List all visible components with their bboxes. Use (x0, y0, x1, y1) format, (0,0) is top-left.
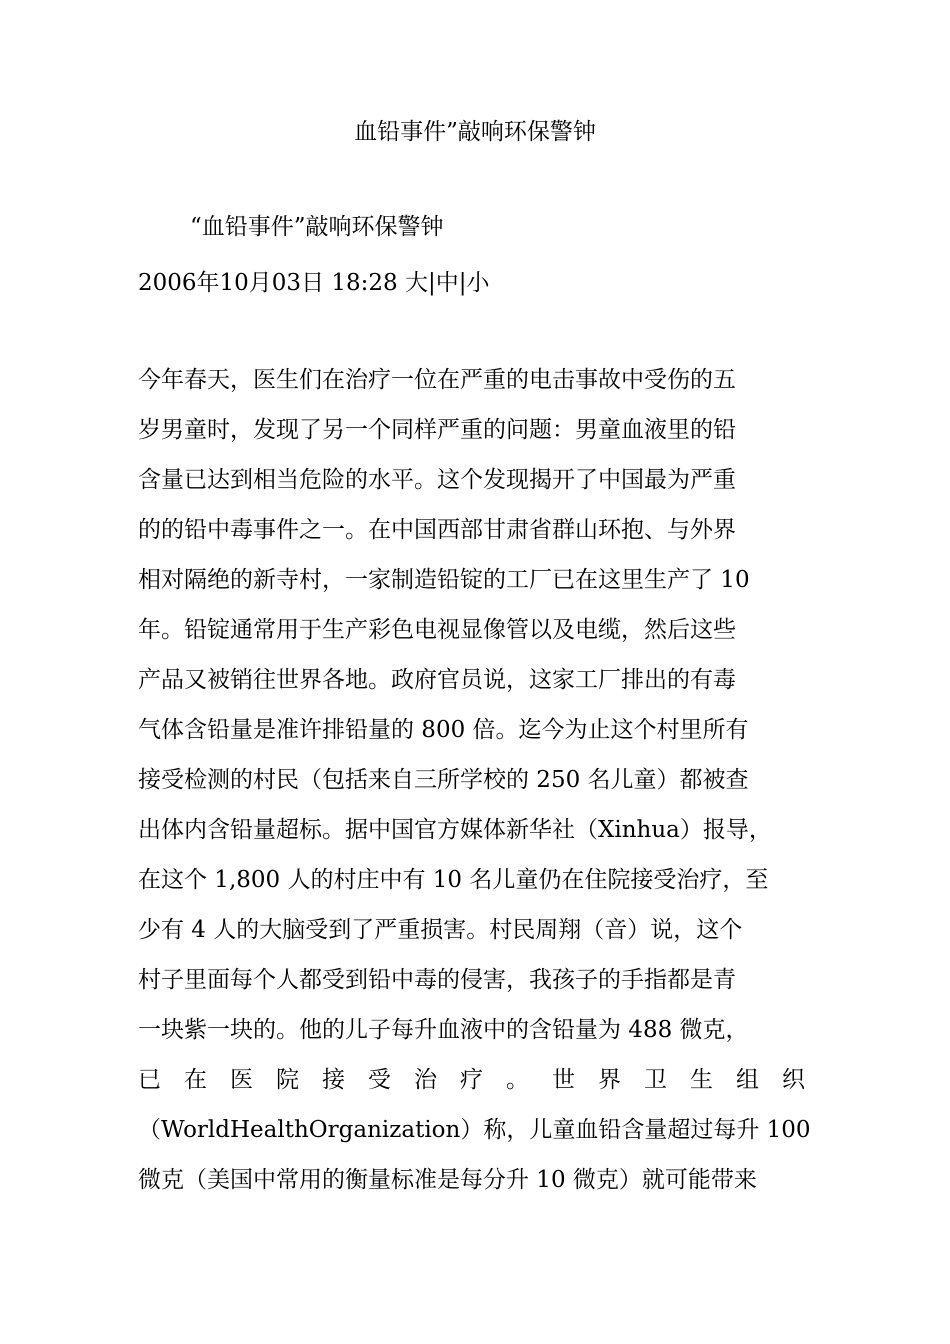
article-dateline: 2006年10月03日 18:28 大|中|小 (138, 270, 490, 296)
body-line: （WorldHealthOrganization）称，儿童血铅含量超过每升 100 (138, 1117, 811, 1143)
body-line: 村子里面每个人都受到铅中毒的侵害，我孩子的手指都是青 (138, 967, 736, 993)
body-line: 的的铅中毒事件之一。在中国西部甘肃省群山环抱、与外界 (138, 517, 736, 543)
body-line: 少有 4 人的大脑受到了严重损害。村民周翔（音）说，这个 (138, 917, 743, 943)
body-line: 接受检测的村民（包括来自三所学校的 250 名儿童）都被查 (138, 767, 749, 793)
body-line: 产品又被销往世界各地。政府官员说，这家工厂排出的有毒 (138, 667, 736, 693)
body-line: 出体内含铅量超标。据中国官方媒体新华社（Xinhua）报导， (138, 817, 772, 843)
body-line: 气体含铅量是准许排铅量的 800 倍。迄今为止这个村里所有 (138, 717, 749, 743)
body-line: 今年春天，医生们在治疗一位在严重的电击事故中受伤的五 (138, 367, 736, 393)
article-subtitle: “血铅事件”敲响环保警钟 (190, 214, 444, 240)
body-line: 在这个 1,800 人的村庄中有 10 名儿童仍在住院接受治疗，至 (138, 867, 769, 893)
document-title: 血铅事件”敲响环保警钟 (354, 119, 596, 145)
body-line: 岁男童时，发现了另一个同样严重的问题：男童血液里的铅 (138, 417, 736, 443)
article-body (138, 355, 828, 1205)
body-line: 相对隔绝的新寺村，一家制造铅锭的工厂已在这里生产了 10 (138, 567, 750, 593)
body-line: 一块紫一块的。他的儿子每升血液中的含铅量为 488 微克， (138, 1017, 749, 1043)
body-line: 微克（美国中常用的衡量标准是每分升 10 微克）就可能带来 (138, 1167, 757, 1193)
body-line-justified (138, 1055, 828, 1105)
body-line: 含量已达到相当危险的水平。这个发现揭开了中国最为严重 (138, 467, 736, 493)
body-line-justified-text: 已在医院接受治疗。世界卫生组织 (138, 1067, 828, 1093)
body-line: 年。铅锭通常用于生产彩色电视显像管以及电缆，然后这些 (138, 617, 736, 643)
